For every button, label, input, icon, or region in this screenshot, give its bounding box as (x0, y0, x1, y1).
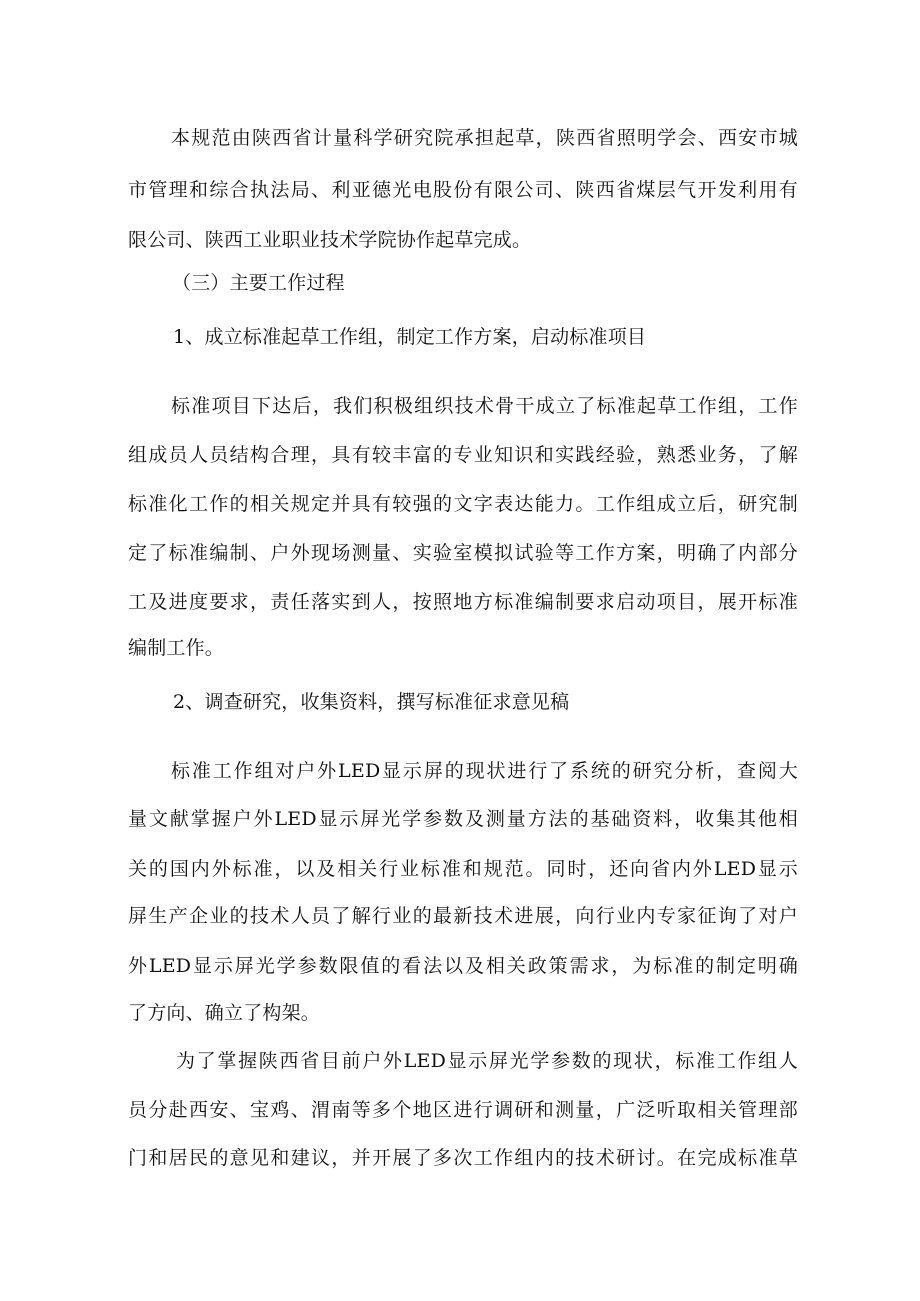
paragraph-2-line-1: 标准项目下达后，我们积极组织技术骨干成立了标准起草工作组，工作 (171, 395, 798, 417)
paragraph-2-line-4: 定了标准编制、户外现场测量、实验室模拟试验等工作方案，明确了内部分 (128, 542, 798, 564)
paragraph-3-line-2: 量文献掌握户外LED显示屏光学参数及测量方法的基础资料，收集其他相 (128, 808, 798, 830)
paragraph-1-line-3: 限公司、陕西工业职业技术学院协作起草完成。 (128, 229, 532, 251)
subheading-1: 1、成立标准起草工作组，制定工作方案，启动标准项目 (173, 326, 647, 348)
section-heading-3: （三）主要工作过程 (172, 272, 345, 294)
paragraph-2-line-6: 编制工作。 (128, 637, 225, 659)
paragraph-4-line-1: 为了掌握陕西省目前户外LED显示屏光学参数的现状，标准工作组人 (176, 1050, 798, 1072)
paragraph-3-line-3: 关的国内外标准，以及相关行业标准和规范。同时，还向省内外LED显示 (128, 858, 798, 880)
paragraph-2-line-2: 组成员人员结构合理，具有较丰富的专业知识和实践经验，熟悉业务，了解 (128, 444, 798, 466)
paragraph-3-line-6: 了方向、确立了构架。 (128, 1002, 321, 1024)
paragraph-3-line-1: 标准工作组对户外LED显示屏的现状进行了系统的研究分析，查阅大 (171, 760, 798, 782)
paragraph-2-line-5: 工及进度要求，责任落实到人，按照地方标准编制要求启动项目，展开标准 (128, 591, 798, 613)
paragraph-3-line-5: 外LED显示屏光学参数限值的看法以及相关政策需求，为标准的制定明确 (128, 955, 798, 977)
paragraph-1-line-2: 市管理和综合执法局、利亚德光电股份有限公司、陕西省煤层气开发利用有 (128, 179, 798, 201)
paragraph-2-line-3: 标准化工作的相关规定并具有较强的文字表达能力。工作组成立后，研究制 (128, 493, 798, 515)
paragraph-1-line-1: 本规范由陕西省计量科学研究院承担起草，陕西省照明学会、西安市城 (171, 127, 798, 149)
paragraph-4-line-2: 员分赴西安、宝鸡、渭南等多个地区进行调研和测量，广泛听取相关管理部 (128, 1099, 798, 1121)
paragraph-3-line-4: 屏生产企业的技术人员了解行业的最新技术进展，向行业内专家征询了对户 (128, 905, 798, 927)
subheading-2: 2、调查研究，收集资料，撰写标准征求意见稿 (173, 691, 570, 713)
paragraph-4-line-3: 门和居民的意见和建议，并开展了多次工作组内的技术研讨。在完成标准草 (128, 1147, 798, 1169)
